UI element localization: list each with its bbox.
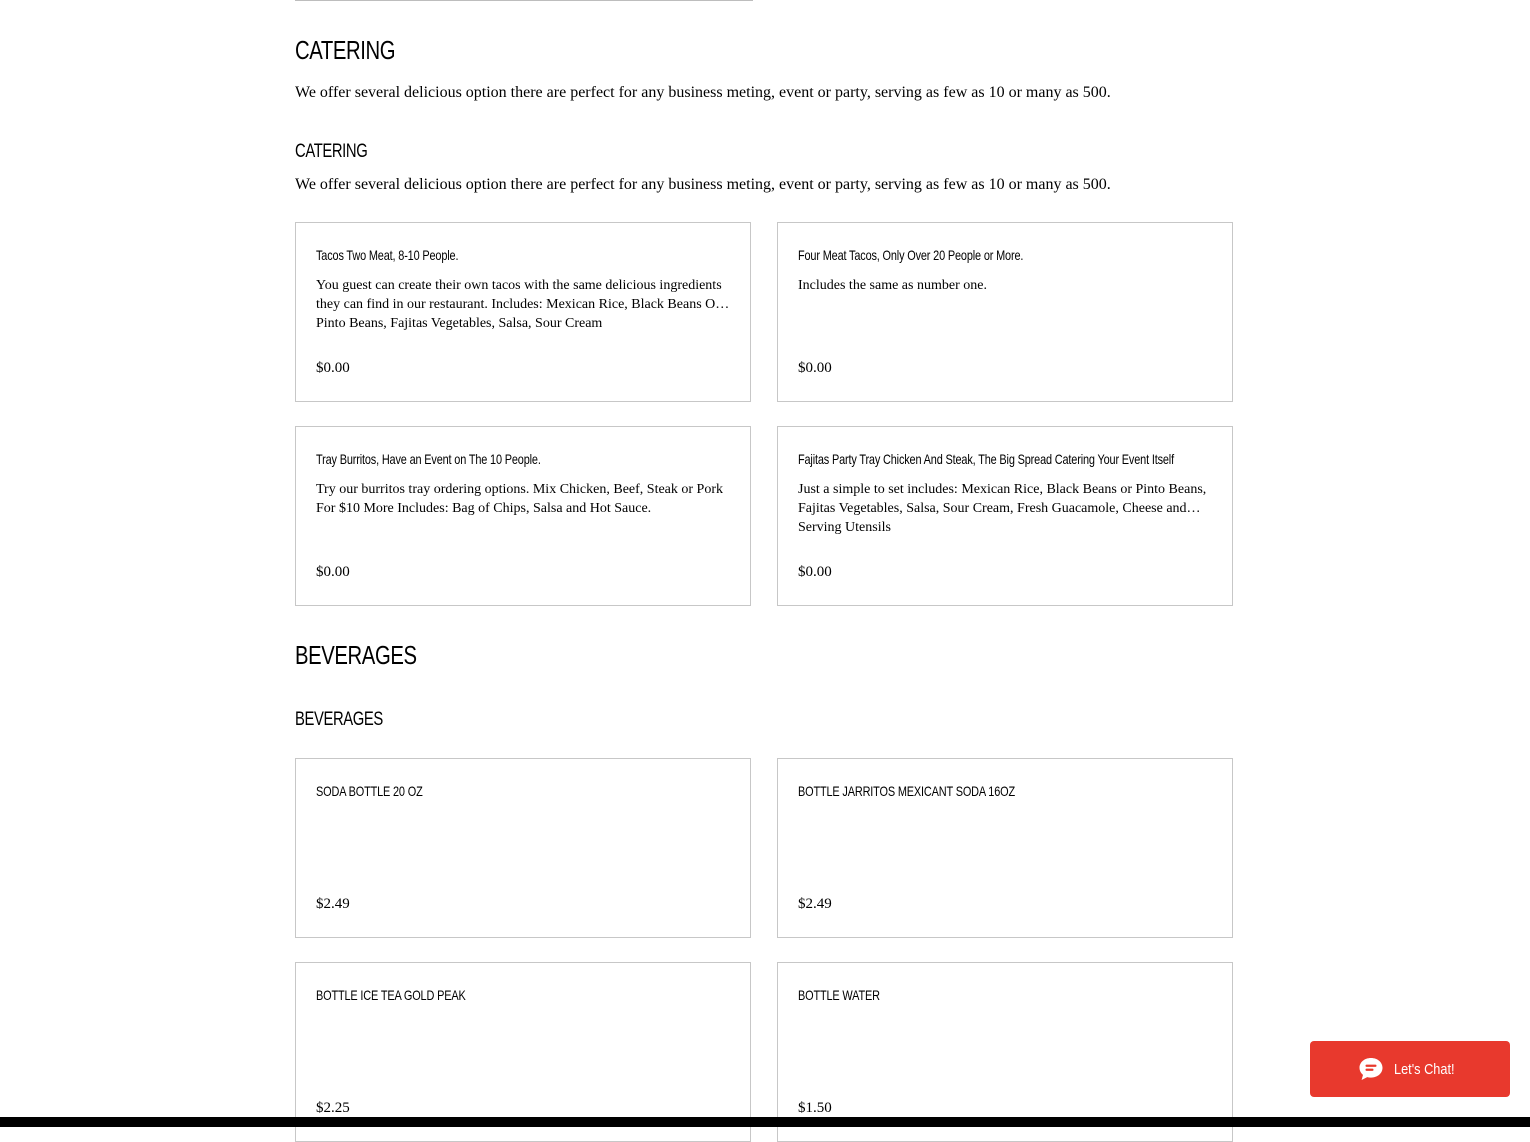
menu-item-name: BOTTLE ICE TEA GOLD PEAK bbox=[316, 987, 466, 1003]
chat-button[interactable] bbox=[1310, 1041, 1510, 1097]
menu-item-card[interactable] bbox=[777, 222, 1233, 402]
menu-item-price: $2.49 bbox=[316, 896, 350, 912]
top-divider bbox=[295, 0, 753, 1]
menu-item-description: You guest can create their own tacos with the same delicious ingredients they can find in our restaurant. Includes: Mexican Rice, Black Beans Or Pinto Beans, Fajitas Vegetables, Salsa, Sour Cream bbox=[316, 278, 722, 331]
menu-item-name: Tray Burritos, Have an Event on The 10 People. bbox=[316, 451, 541, 467]
beverages-subheading: BEVERAGES bbox=[295, 709, 383, 730]
catering-heading: CATERING bbox=[295, 35, 396, 65]
menu-item-card[interactable] bbox=[295, 426, 751, 606]
menu-item-card[interactable] bbox=[295, 222, 751, 402]
chat-bubble-icon bbox=[1358, 1056, 1384, 1082]
menu-item-name: SODA BOTTLE 20 OZ bbox=[316, 783, 423, 799]
chat-button-label: Let's Chat! bbox=[1394, 1060, 1455, 1078]
menu-item-price: $0.00 bbox=[798, 564, 832, 580]
menu-item-price: $1.50 bbox=[798, 1100, 832, 1116]
beverages-heading: BEVERAGES bbox=[295, 640, 417, 670]
menu-item-price: $2.25 bbox=[316, 1100, 350, 1116]
menu-item-name: Fajitas Party Tray Chicken And Steak, The Big Spread Catering Your Event Itself bbox=[798, 451, 1174, 467]
menu-item-price: $0.00 bbox=[798, 360, 832, 376]
menu-item-price: $0.00 bbox=[316, 360, 350, 376]
menu-item-name: Four Meat Tacos, Only Over 20 People or More. bbox=[798, 247, 1024, 263]
menu-item-card[interactable] bbox=[777, 426, 1233, 606]
catering-subheading: CATERING bbox=[295, 141, 368, 162]
menu-item-name: BOTTLE WATER bbox=[798, 987, 880, 1003]
menu-item-name: Tacos Two Meat, 8-10 People. bbox=[316, 247, 459, 263]
menu-item-name: BOTTLE JARRITOS MEXICANT SODA 16OZ bbox=[798, 783, 1015, 799]
menu-item-card[interactable] bbox=[295, 758, 751, 938]
menu-item-description: Includes the same as number one. bbox=[798, 278, 987, 293]
menu-item-description: Just a simple to set includes: Mexican Rice, Black Beans or Pinto Beans, Fajitas Vegetables, Salsa, Sour Cream, Fresh Guacamole, Cheese and Serving Utensils bbox=[798, 482, 1207, 535]
catering-subintro: We offer several delicious option there are perfect for any business meting, event or party, serving as few as 10 or many as 500. bbox=[295, 176, 1111, 193]
menu-item-price: $2.49 bbox=[798, 896, 832, 912]
menu-item-card[interactable] bbox=[777, 758, 1233, 938]
menu-item-price: $0.00 bbox=[316, 564, 350, 580]
menu-item-description: Try our burritos tray ordering options. Mix Chicken, Beef, Steak or Pork For $10 More Includes: Bag of Chips, Salsa and Hot Sauce. bbox=[316, 482, 723, 516]
catering-intro: We offer several delicious option there are perfect for any business meting, event or party, serving as few as 10 or many as 500. bbox=[295, 84, 1111, 101]
menu-item-card[interactable] bbox=[777, 962, 1233, 1142]
bottom-bar bbox=[0, 1117, 1530, 1127]
menu-item-card[interactable] bbox=[295, 962, 751, 1142]
